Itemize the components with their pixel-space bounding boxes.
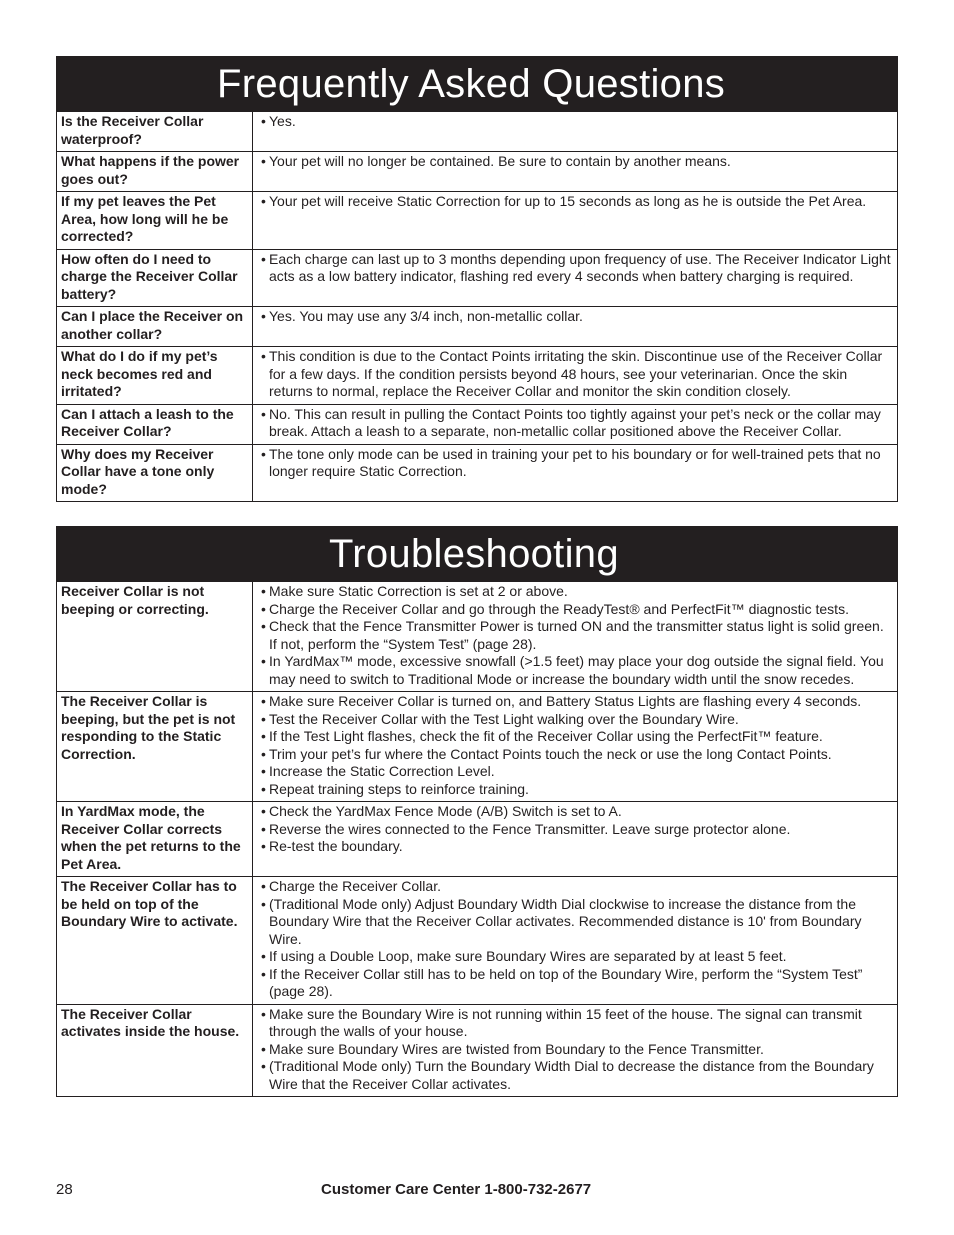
question-cell: If my pet leaves the Pet Area, how long will he be corrected? (57, 192, 253, 250)
troubleshooting-row (57, 1004, 898, 1097)
answer-bullet: • Reverse the wires connected to the Fence Transmitter. Leave surge protector alone. (261, 821, 893, 839)
page-number: 28 (56, 1181, 73, 1198)
answer-cell (253, 347, 898, 405)
troubleshooting-row (57, 692, 898, 802)
answer-cell (253, 152, 898, 192)
answer-list (261, 878, 893, 1001)
answer-bullet: • Re-test the boundary. (261, 838, 893, 856)
answer-cell (253, 692, 898, 802)
faq-table (56, 111, 898, 502)
answer-list (261, 803, 893, 856)
answer-bullet: • Test the Receiver Collar with the Test Light walking over the Boundary Wire. (261, 711, 893, 729)
answer-bullet: • Make sure the Boundary Wire is not running within 15 feet of the house. The signal can transmit through the walls of your house. (261, 1006, 893, 1041)
question-cell: Can I place the Receiver on another collar? (57, 307, 253, 347)
answer-cell (253, 877, 898, 1005)
troubleshooting-row (57, 877, 898, 1005)
answer-cell (253, 444, 898, 502)
answer-bullet: • If the Test Light flashes, check the fit of the Receiver Collar using the PerfectFit™ feature. (261, 728, 893, 746)
answer-bullet: • Charge the Receiver Collar. (261, 878, 893, 896)
faq-banner (56, 56, 898, 111)
answer-bullet: • This condition is due to the Contact Points irritating the skin. Discontinue use of the Receiver Collar for a few days. If the condition persists beyond 48 hours, see your veterinarian. Once the skin returns to normal, replace the Receiver Collar and monitor the skin condition closely. (261, 348, 893, 401)
question-cell: The Receiver Collar has to be held on top of the Boundary Wire to activate. (57, 877, 253, 1005)
customer-care-line: Customer Care Center 1-800-732-2677 (321, 1181, 592, 1198)
answer-bullet: • Your pet will no longer be contained. Be sure to contain by another means. (261, 153, 893, 171)
answer-cell (253, 582, 898, 692)
faq-row (57, 152, 898, 192)
question-cell: How often do I need to charge the Receiver Collar battery? (57, 249, 253, 307)
answer-bullet: • If the Receiver Collar still has to be held on top of the Boundary Wire, perform the “System Test” (page 28). (261, 966, 893, 1001)
faq-title: Frequently Asked Questions (217, 62, 726, 106)
answer-bullet: • If using a Double Loop, make sure Boundary Wires are separated by at least 5 feet. (261, 948, 893, 966)
troubleshooting-table (56, 581, 898, 1097)
troubleshooting-banner (56, 526, 898, 581)
answer-bullet: • The tone only mode can be used in training your pet to his boundary or for well-trained pets that no longer require Static Correction. (261, 446, 893, 481)
answer-cell (253, 192, 898, 250)
answer-bullet: • Your pet will receive Static Correction for up to 15 seconds as long as he is outside the Pet Area. (261, 193, 893, 211)
answer-bullet: • Each charge can last up to 3 months depending upon frequency of use. The Receiver Indicator Light acts as a low battery indicator, flashing red every 4 seconds when battery charging is required. (261, 251, 893, 286)
answer-cell (253, 307, 898, 347)
troubleshooting-row (57, 582, 898, 692)
answer-bullet: • Check the YardMax Fence Mode (A/B) Switch is set to A. (261, 803, 893, 821)
faq-section (56, 56, 898, 502)
answer-list (261, 348, 893, 401)
answer-cell (253, 404, 898, 444)
answer-bullet: • Repeat training steps to reinforce training. (261, 781, 893, 799)
answer-list (261, 1006, 893, 1094)
faq-row (57, 347, 898, 405)
question-cell: The Receiver Collar activates inside the house. (57, 1004, 253, 1097)
question-cell: Is the Receiver Collar waterproof? (57, 112, 253, 152)
answer-bullet: • (Traditional Mode only) Adjust Boundary Width Dial clockwise to increase the distance from the Boundary Wire that the Receiver Collar activates. Recommended distance is 10' from Boundary Wire. (261, 896, 893, 949)
answer-bullet: • Make sure Static Correction is set at 2 or above. (261, 583, 893, 601)
question-cell: What happens if the power goes out? (57, 152, 253, 192)
troubleshooting-row (57, 802, 898, 877)
faq-row (57, 404, 898, 444)
answer-bullet: • Check that the Fence Transmitter Power is turned ON and the transmitter status light is solid green. If not, perform the “System Test” (page 28). (261, 618, 893, 653)
question-cell: Receiver Collar is not beeping or correcting. (57, 582, 253, 692)
answer-bullet: • Make sure Boundary Wires are twisted from Boundary to the Fence Transmitter. (261, 1041, 893, 1059)
faq-row (57, 307, 898, 347)
question-cell: What do I do if my pet’s neck becomes red and irritated? (57, 347, 253, 405)
answer-list (261, 113, 893, 131)
answer-list (261, 583, 893, 688)
answer-cell (253, 1004, 898, 1097)
question-cell: The Receiver Collar is beeping, but the pet is not responding to the Static Correction. (57, 692, 253, 802)
answer-bullet: • No. This can result in pulling the Contact Points too tightly against your pet’s neck or the collar may break. Attach a leash to a separate, non-metallic collar positioned above the Receiver Collar. (261, 406, 893, 441)
faq-row (57, 192, 898, 250)
answer-list (261, 153, 893, 171)
answer-list (261, 406, 893, 441)
answer-bullet: • Make sure Receiver Collar is turned on, and Battery Status Lights are flashing every 4 seconds. (261, 693, 893, 711)
answer-list (261, 193, 893, 211)
faq-row (57, 444, 898, 502)
answer-list (261, 446, 893, 481)
answer-bullet: • In YardMax™ mode, excessive snowfall (>1.5 feet) may place your dog outside the signal field. You may need to switch to Traditional Mode or increase the boundary width until the snow recedes. (261, 653, 893, 688)
answer-cell (253, 802, 898, 877)
troubleshooting-title: Troubleshooting (329, 532, 619, 576)
faq-row (57, 112, 898, 152)
answer-bullet: • Increase the Static Correction Level. (261, 763, 893, 781)
answer-bullet: • Charge the Receiver Collar and go through the ReadyTest® and PerfectFit™ diagnostic tests. (261, 601, 893, 619)
answer-bullet: • Trim your pet’s fur where the Contact Points touch the neck or use the long Contact Points. (261, 746, 893, 764)
answer-cell (253, 112, 898, 152)
answer-list (261, 251, 893, 286)
answer-bullet: • Yes. (261, 113, 893, 131)
faq-row (57, 249, 898, 307)
page-footer (56, 1181, 898, 1203)
answer-list (261, 693, 893, 798)
answer-bullet: • (Traditional Mode only) Turn the Boundary Width Dial to decrease the distance from the Boundary Wire that the Receiver Collar activates. (261, 1058, 893, 1093)
question-cell: In YardMax mode, the Receiver Collar corrects when the pet returns to the Pet Area. (57, 802, 253, 877)
answer-cell (253, 249, 898, 307)
answer-list (261, 308, 893, 326)
question-cell: Why does my Receiver Collar have a tone only mode? (57, 444, 253, 502)
troubleshooting-section (56, 526, 898, 1097)
answer-bullet: • Yes. You may use any 3/4 inch, non-metallic collar. (261, 308, 893, 326)
question-cell: Can I attach a leash to the Receiver Collar? (57, 404, 253, 444)
